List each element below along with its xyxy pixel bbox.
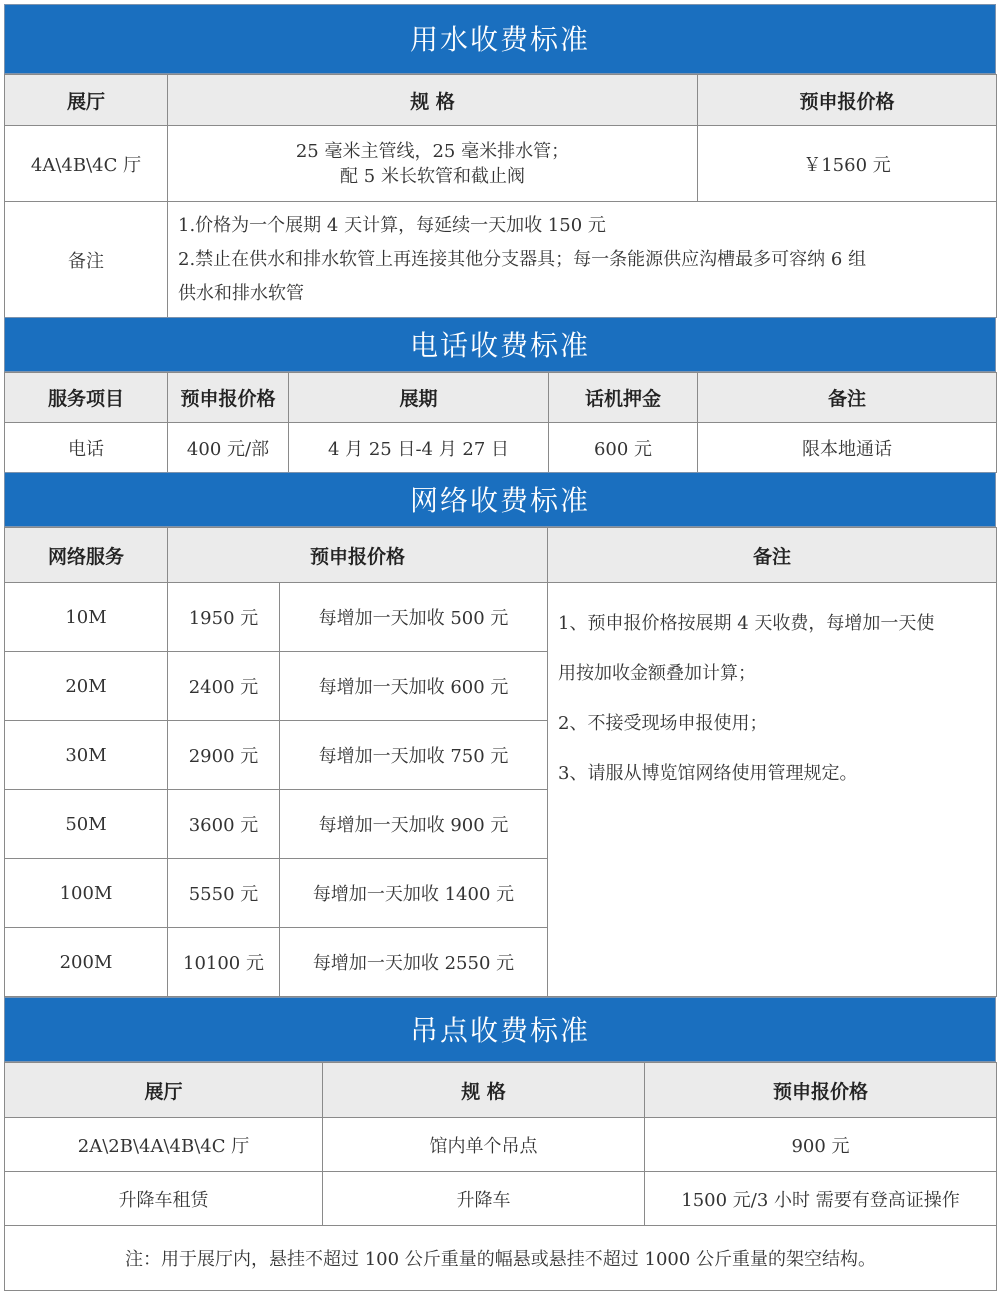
phone-table xyxy=(4,372,997,473)
network-header-service: 网络服务 xyxy=(5,528,168,583)
water-note-2: 2.禁止在供水和排水软管上再连接其他分支器具；每一条能源供应沟槽最多可容纳 6 组 xyxy=(178,248,867,270)
network-note-2: 2、不接受现场申报使用； xyxy=(558,713,768,734)
network-price: 2400 元 xyxy=(168,652,280,721)
network-price: 2900 元 xyxy=(168,721,280,790)
network-header-note: 备注 xyxy=(548,528,997,583)
water-note-3: 供水和排水软管 xyxy=(178,282,304,304)
water-section-title: 用水收费标准 xyxy=(4,4,996,74)
phone-header-deposit: 话机押金 xyxy=(549,373,698,423)
hoist-header-price: 预申报价格 xyxy=(645,1063,997,1118)
network-extra: 每增加一天加收 500 元 xyxy=(280,583,548,652)
water-header-price: 预申报价格 xyxy=(698,75,997,126)
water-header-hall: 展厅 xyxy=(5,75,168,126)
phone-header-service: 服务项目 xyxy=(5,373,168,423)
hoist-spec: 升降车 xyxy=(323,1172,645,1226)
hoist-table xyxy=(4,1062,997,1291)
hoist-hall: 2A\2B\4A\4B\4C 厅 xyxy=(5,1118,323,1172)
water-spec-line-2: 配 5 米长软管和截止阀 xyxy=(340,165,525,187)
phone-service: 电话 xyxy=(5,423,168,473)
network-note-1: 1、预申报价格按展期 4 天收费，每增加一天使 xyxy=(558,613,935,634)
hoist-price: 900 元 xyxy=(645,1118,997,1172)
water-notes xyxy=(168,202,997,318)
water-note-1: 1.价格为一个展期 4 天计算，每延续一天加收 150 元 xyxy=(178,214,606,236)
network-section-title: 网络收费标准 xyxy=(4,472,996,527)
hoist-spec: 馆内单个吊点 xyxy=(323,1118,645,1172)
network-header-price: 预申报价格 xyxy=(168,528,548,583)
phone-header-note: 备注 xyxy=(698,373,997,423)
phone-note: 限本地通话 xyxy=(698,423,997,473)
network-service: 100M xyxy=(5,859,168,928)
network-extra: 每增加一天加收 2550 元 xyxy=(280,928,548,997)
hoist-header-spec: 规 格 xyxy=(323,1063,645,1118)
phone-header-price: 预申报价格 xyxy=(168,373,289,423)
network-service: 10M xyxy=(5,583,168,652)
phone-header-period: 展期 xyxy=(289,373,549,423)
network-extra: 每增加一天加收 1400 元 xyxy=(280,859,548,928)
hoist-header-hall: 展厅 xyxy=(5,1063,323,1118)
network-price: 3600 元 xyxy=(168,790,280,859)
network-extra: 每增加一天加收 600 元 xyxy=(280,652,548,721)
network-extra: 每增加一天加收 900 元 xyxy=(280,790,548,859)
fee-standards-page xyxy=(4,4,996,1294)
network-notes xyxy=(548,583,997,997)
phone-deposit: 600 元 xyxy=(549,423,698,473)
phone-price: 400 元/部 xyxy=(168,423,289,473)
phone-section-title: 电话收费标准 xyxy=(4,317,996,372)
hoist-hall: 升降车租赁 xyxy=(5,1172,323,1226)
network-price: 5550 元 xyxy=(168,859,280,928)
water-header-spec: 规 格 xyxy=(168,75,698,126)
water-price: ￥1560 元 xyxy=(698,126,997,202)
network-table xyxy=(4,527,997,997)
water-note-label: 备注 xyxy=(5,202,168,318)
water-spec-line-1: 25 毫米主管线，25 毫米排水管； xyxy=(295,140,570,162)
network-extra: 每增加一天加收 750 元 xyxy=(280,721,548,790)
phone-period: 4 月 25 日-4 月 27 日 xyxy=(289,423,549,473)
network-note-1-cont: 用按加收金额叠加计算； xyxy=(558,663,757,684)
hoist-footnote: 注：用于展厅内，悬挂不超过 100 公斤重量的幅悬或悬挂不超过 1000 公斤重量的架空结构。 xyxy=(5,1226,997,1291)
water-spec xyxy=(168,126,698,202)
network-service: 30M xyxy=(5,721,168,790)
hoist-price: 1500 元/3 小时 需要有登高证操作 xyxy=(645,1172,997,1226)
water-table xyxy=(4,74,997,318)
network-note-3: 3、请服从博览馆网络使用管理规定。 xyxy=(558,763,858,784)
network-price: 1950 元 xyxy=(168,583,280,652)
network-service: 200M xyxy=(5,928,168,997)
network-service: 20M xyxy=(5,652,168,721)
water-hall: 4A\4B\4C 厅 xyxy=(5,126,168,202)
hoist-section-title: 吊点收费标准 xyxy=(4,997,996,1062)
network-price: 10100 元 xyxy=(168,928,280,997)
network-service: 50M xyxy=(5,790,168,859)
